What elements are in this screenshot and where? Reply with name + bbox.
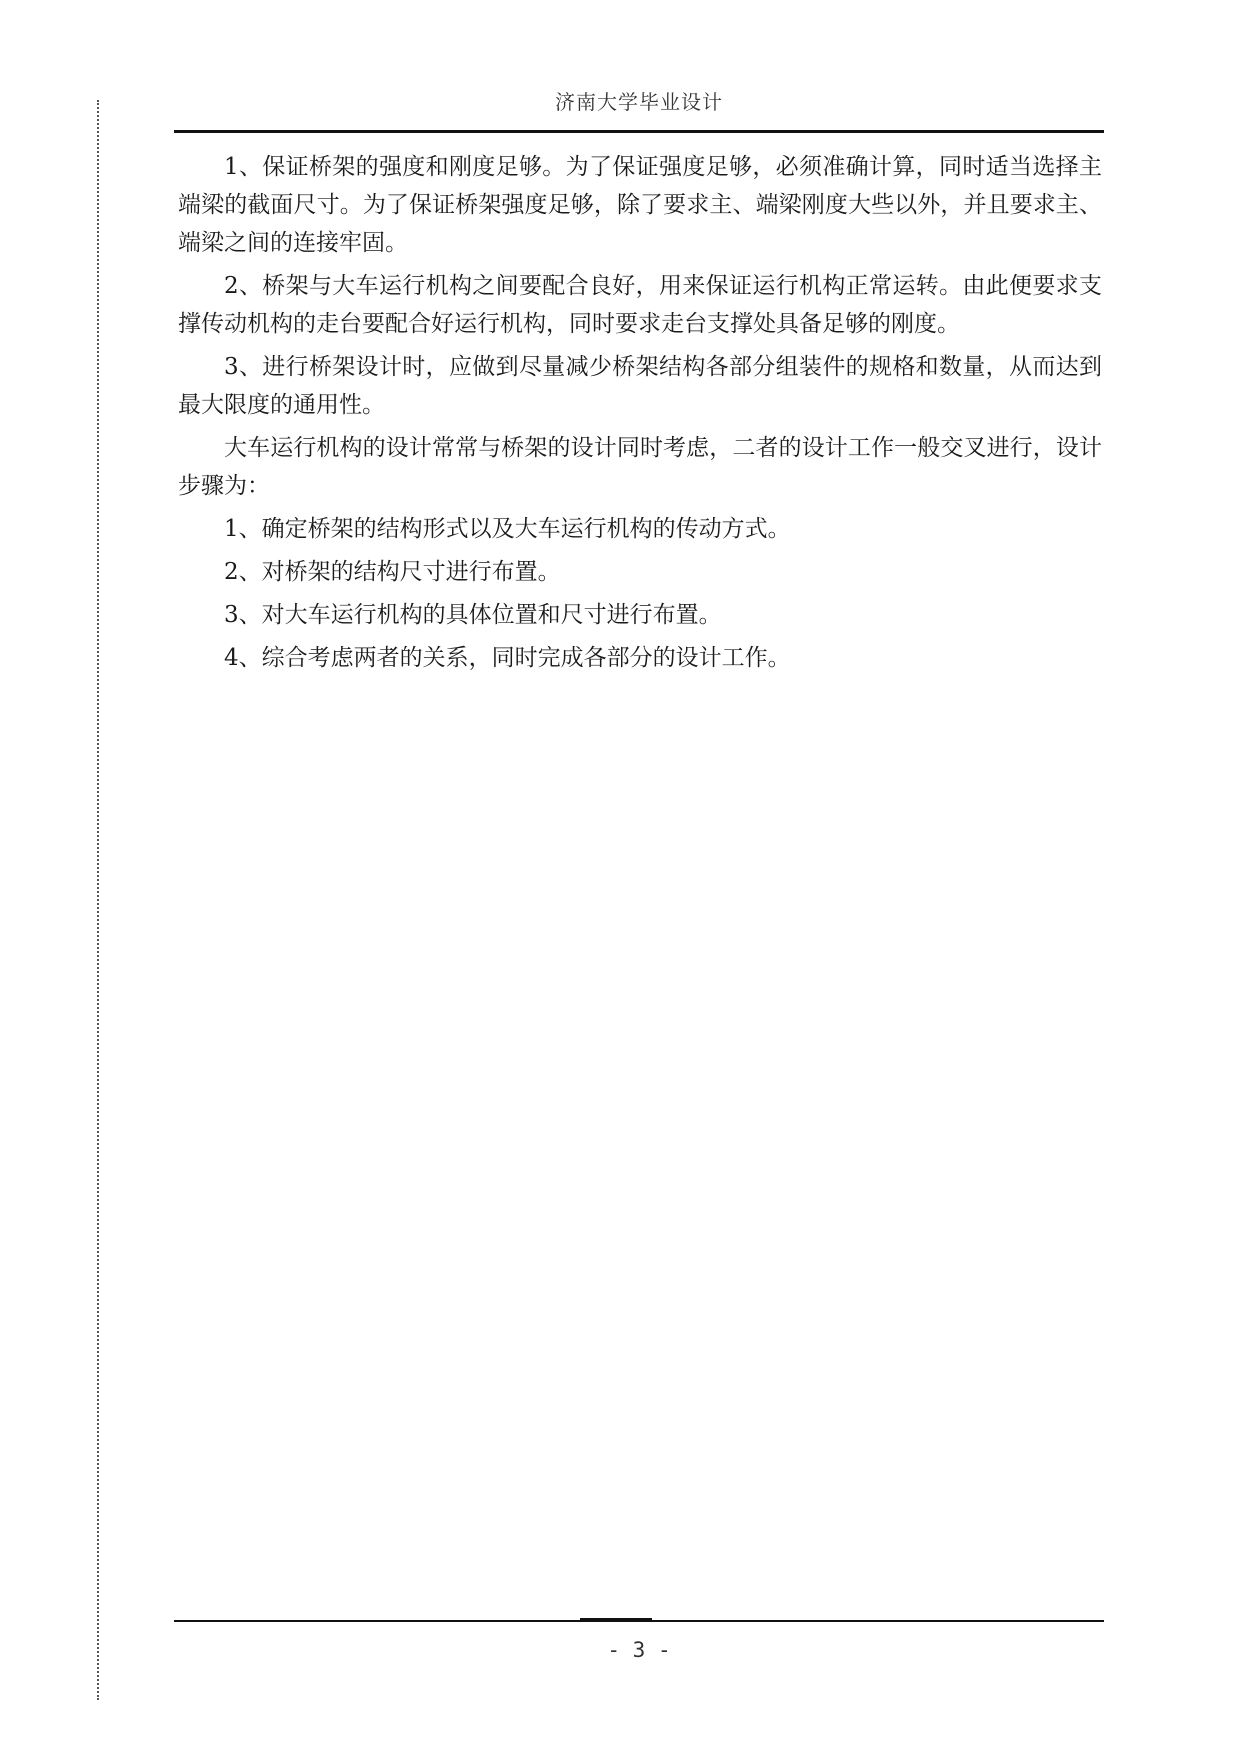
binding-margin-line [97, 100, 99, 1700]
paragraph-step-2: 2、对桥架的结构尺寸进行布置。 [224, 559, 561, 585]
header-rule [174, 130, 1104, 133]
document-body [178, 148, 1102, 682]
page-header-title: 济南大学毕业设计 [555, 90, 723, 114]
paragraph-requirement-1: 1、保证桥架的强度和刚度足够。为了保证强度足够，必须准确计算，同时适当选择主端梁的截面尺寸。为了保证桥架强度足够，除了要求主、端梁刚度大些以外，并且要求主、端梁之间的连接牢固。 [178, 154, 1102, 256]
paragraph-requirement-3: 3、进行桥架设计时，应做到尽量减少桥架结构各部分组装件的规格和数量，从而达到最大限度的通用性。 [178, 354, 1102, 418]
footer-rule-accent [580, 1618, 652, 1621]
paragraph-step-3: 3、对大车运行机构的具体位置和尺寸进行布置。 [224, 602, 722, 628]
page-number: - 3 - [607, 1638, 671, 1662]
paragraph-step-1: 1、确定桥架的结构形式以及大车运行机构的传动方式。 [224, 516, 791, 542]
paragraph-step-4: 4、综合考虑两者的关系，同时完成各部分的设计工作。 [224, 645, 791, 671]
paragraph-requirement-2: 2、桥架与大车运行机构之间要配合良好，用来保证运行机构正常运转。由此便要求支撑传动机构的走台要配合好运行机构，同时要求走台支撑处具备足够的刚度。 [178, 273, 1102, 337]
paragraph-design-intro: 大车运行机构的设计常常与桥架的设计同时考虑，二者的设计工作一般交叉进行，设计步骤为： [178, 435, 1102, 499]
